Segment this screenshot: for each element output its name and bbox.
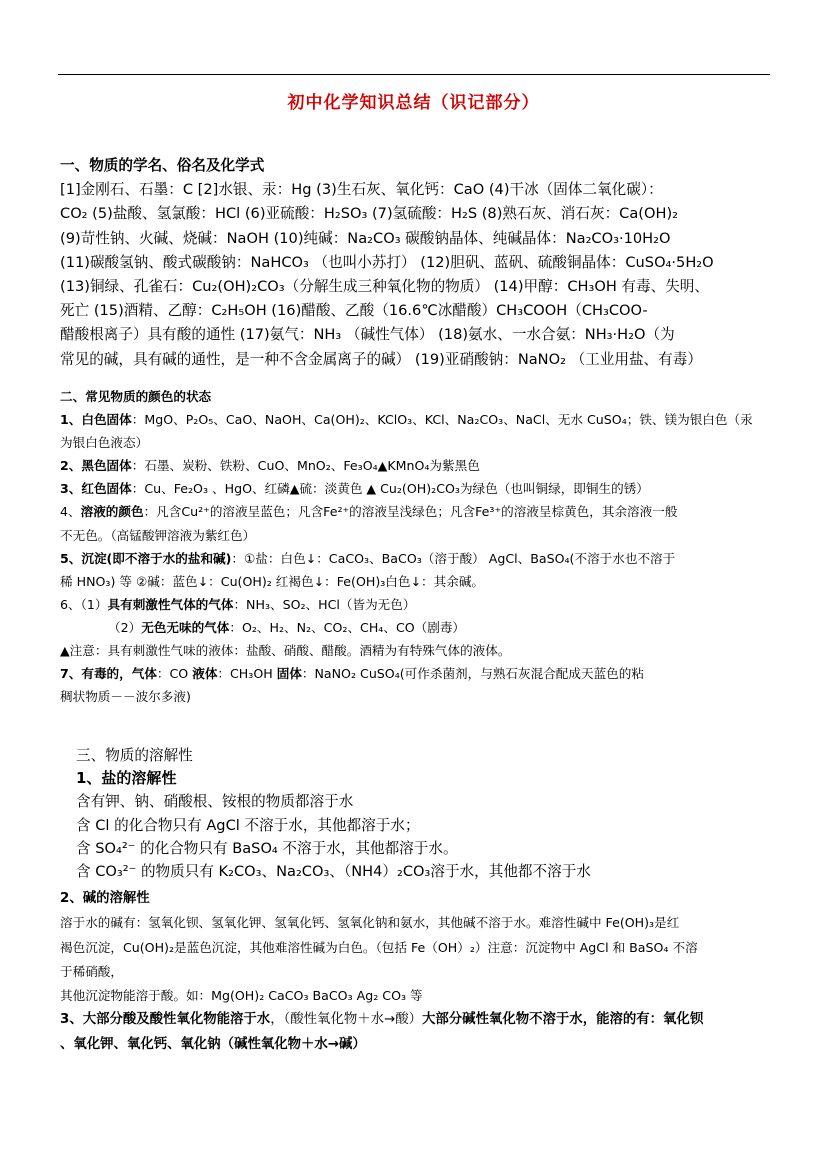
page-title: 初中化学知识总结（识记部分） <box>287 93 540 113</box>
section-heading: 三、物质的溶解性 <box>76 747 193 764</box>
text-line <box>60 662 772 685</box>
section-heading: 一、物质的学名、俗名及化学式 <box>60 157 265 174</box>
text: ：①盐：白色↓：CaCO₃、BaCO₃（溶于酸） AgCl、BaSO₄(不溶于水也不溶于 <box>231 550 676 566</box>
section-names <box>60 154 772 372</box>
label: 具有刺激性气体的气体 <box>107 596 234 612</box>
text-line: (11)碳酸氢钠、酸式碳酸钠：NaHCO₃ （也叫小苏打） (12)胆矾、蓝矾、硫酸铜晶体：CuSO₄·5H₂O <box>60 253 714 271</box>
text-line <box>60 454 772 477</box>
label: 3、红色固体 <box>60 481 132 497</box>
header-rule <box>58 74 770 75</box>
text-line: 含 Cl 的化合物只有 AgCl 不溶于水，其他都溶于水； <box>76 816 420 834</box>
text-line: 稀 HNO₃) 等 ②碱：蓝色↓：Cu(OH)₂ 红褐色↓：Fe(OH)₃白色↓：其余碱。 <box>60 573 485 589</box>
label: 固体 <box>276 666 302 682</box>
label: 大部分碱性氧化物不溶于水，能溶的有：氧化钡 <box>422 1012 704 1028</box>
label: 5、沉淀(即不溶于水的盐和碱) <box>60 550 232 566</box>
text: ，（酸性氧化物＋水→酸） <box>270 1012 423 1028</box>
text: ：NaNO₂ CuSO₄(可作杀菌剂，与熟石灰混合配成天蓝色的粘 <box>301 666 644 682</box>
text-line <box>60 593 772 616</box>
label: 液体 <box>192 666 218 682</box>
text-line: 其他沉淀物能溶于酸。如：Mg(OH)₂ CaCO₃ BaCO₃ Ag₂ CO₃ 等 <box>60 988 423 1004</box>
section-heading: 二、常见物质的颜色的状态 <box>60 389 212 404</box>
text-line: 含 CO₃²⁻ 的物质只有 K₂CO₃、Na₂CO₃、（NH4）₂CO₃溶于水，其他都不溶于水 <box>76 863 591 881</box>
section-solubility <box>76 744 772 883</box>
text-line: 为银白色液态） <box>60 435 149 451</box>
sub-heading: 1、盐的溶解性 <box>76 769 177 788</box>
text-line: (13)铜绿、孔雀石：Cu₂(OH)₂CO₃（分解生成三种氧化物的物质） (14)甲醇：CH₃OH 有毒、失明、 <box>60 278 709 296</box>
text: ：CO <box>156 666 193 682</box>
text-line: 稠状物质－－波尔多液) <box>60 689 191 705</box>
text-line <box>60 408 772 431</box>
text-line <box>60 547 772 570</box>
text-line <box>60 1008 772 1032</box>
text: ：Cu、Fe₂O₃ 、HgO、红磷▲硫：淡黄色 ▲ Cu₂(OH)₂CO₃为绿色（也叫铜绿，即铜生的锈） <box>131 481 649 497</box>
text: 4、 <box>60 504 81 520</box>
text-line: 、氧化钾、氧化钙、氧化钠（碱性氧化物＋水→碱） <box>60 1036 366 1052</box>
label: 7、有毒的，气体 <box>60 666 157 682</box>
text-line: 含有钾、钠、硝酸根、铵根的物质都溶于水 <box>76 793 354 811</box>
text-line: 含 SO₄²⁻ 的化合物只有 BaSO₄ 不溶于水，其他都溶于水。 <box>76 839 458 857</box>
label: 1、白色固体 <box>60 412 132 428</box>
text-line: 醋酸根离子）具有酸的通性 (17)氨气：NH₃ （碱性气体） (18)氨水、一水合氨：NH₃·H₂O（为 <box>60 326 675 344</box>
text-line <box>60 616 772 639</box>
text-line: CO₂ (5)盐酸、氢氯酸：HCl (6)亚硫酸：H₂SO₃ (7)氢硫酸：H₂S (8)熟石灰、消石灰：Ca(OH)₂ <box>60 205 678 223</box>
text: ：O₂、H₂、N₂、CO₂、CH₄、CO（剧毒） <box>229 619 466 635</box>
label: 2、黑色固体 <box>60 458 132 474</box>
text-line: 不无色。（高锰酸钾溶液为紫红色） <box>60 527 256 543</box>
text-line: 死亡 (15)酒精、乙醇：C₂H₅OH (16)醋酸、乙酸（16.6℃冰醋酸）CH₃COOH（CH₃COO- <box>60 302 648 320</box>
label: 溶液的颜色 <box>80 504 144 520</box>
text-line: ▲注意：具有刺激性气味的液体：盐酸、硝酸、醋酸。酒精为有特殊气体的液体。 <box>60 643 511 659</box>
text-line: 溶于水的碱有：氢氧化钡、氢氧化钾、氢氧化钙、氢氧化钠和氨水，其他碱不溶于水。难溶性碱中 Fe(OH)₃是红 <box>60 915 680 931</box>
text: ：凡含Cu²⁺的溶液呈蓝色；凡含Fe²⁺的溶液呈浅绿色；凡含Fe³⁺的溶液呈棕黄色，其余溶液一般 <box>143 504 678 520</box>
text-line <box>60 477 772 500</box>
text: ：CH₃OH <box>217 666 277 682</box>
text: ：NH₃、SO₂、HCl（皆为无色） <box>233 596 416 612</box>
text-line: 常见的碱，具有碱的通性，是一种不含金属离子的碱） (19)亚硝酸钠：NaNO₂ （工业用盐、有毒） <box>60 350 702 368</box>
text-line: 褐色沉淀，Cu(OH)₂是蓝色沉淀，其他难溶性碱为白色。（包括 Fe（OH）₂）注意：沉淀物中 AgCl 和 BaSO₄ 不溶 <box>60 939 698 955</box>
text: （2） <box>108 619 142 635</box>
text-line: (9)苛性钠、火碱、烧碱：NaOH (10)纯碱：Na₂CO₃ 碳酸钠晶体、纯碱晶体：Na₂CO₃·10H₂O <box>60 229 671 247</box>
text: ：石墨、炭粉、铁粉、CuO、MnO₂、Fe₃O₄▲KMnO₄为紫黑色 <box>131 458 480 474</box>
label: 无色无味的气体 <box>141 619 230 635</box>
text-line: 于稀硝酸， <box>60 963 123 979</box>
section-colors <box>60 385 772 708</box>
text-line: [1]金刚石、石墨：C [2]水银、汞：Hg (3)生石灰、氧化钙：CaO (4)干冰（固体二氧化碳）： <box>60 181 663 199</box>
section-base-solubility <box>60 887 772 1057</box>
label: 3、大部分酸及酸性氧化物能溶于水 <box>60 1012 271 1028</box>
text: 6、（1） <box>60 596 108 612</box>
sub-heading: 2、碱的溶解性 <box>60 891 150 906</box>
text-line <box>60 500 772 523</box>
text: ：MgO、P₂O₅、CaO、NaOH、Ca(OH)₂、KClO₃、KCl、Na₂CO₃、NaCl、无水 CuSO₄；铁、镁为银白色（汞 <box>131 412 753 428</box>
